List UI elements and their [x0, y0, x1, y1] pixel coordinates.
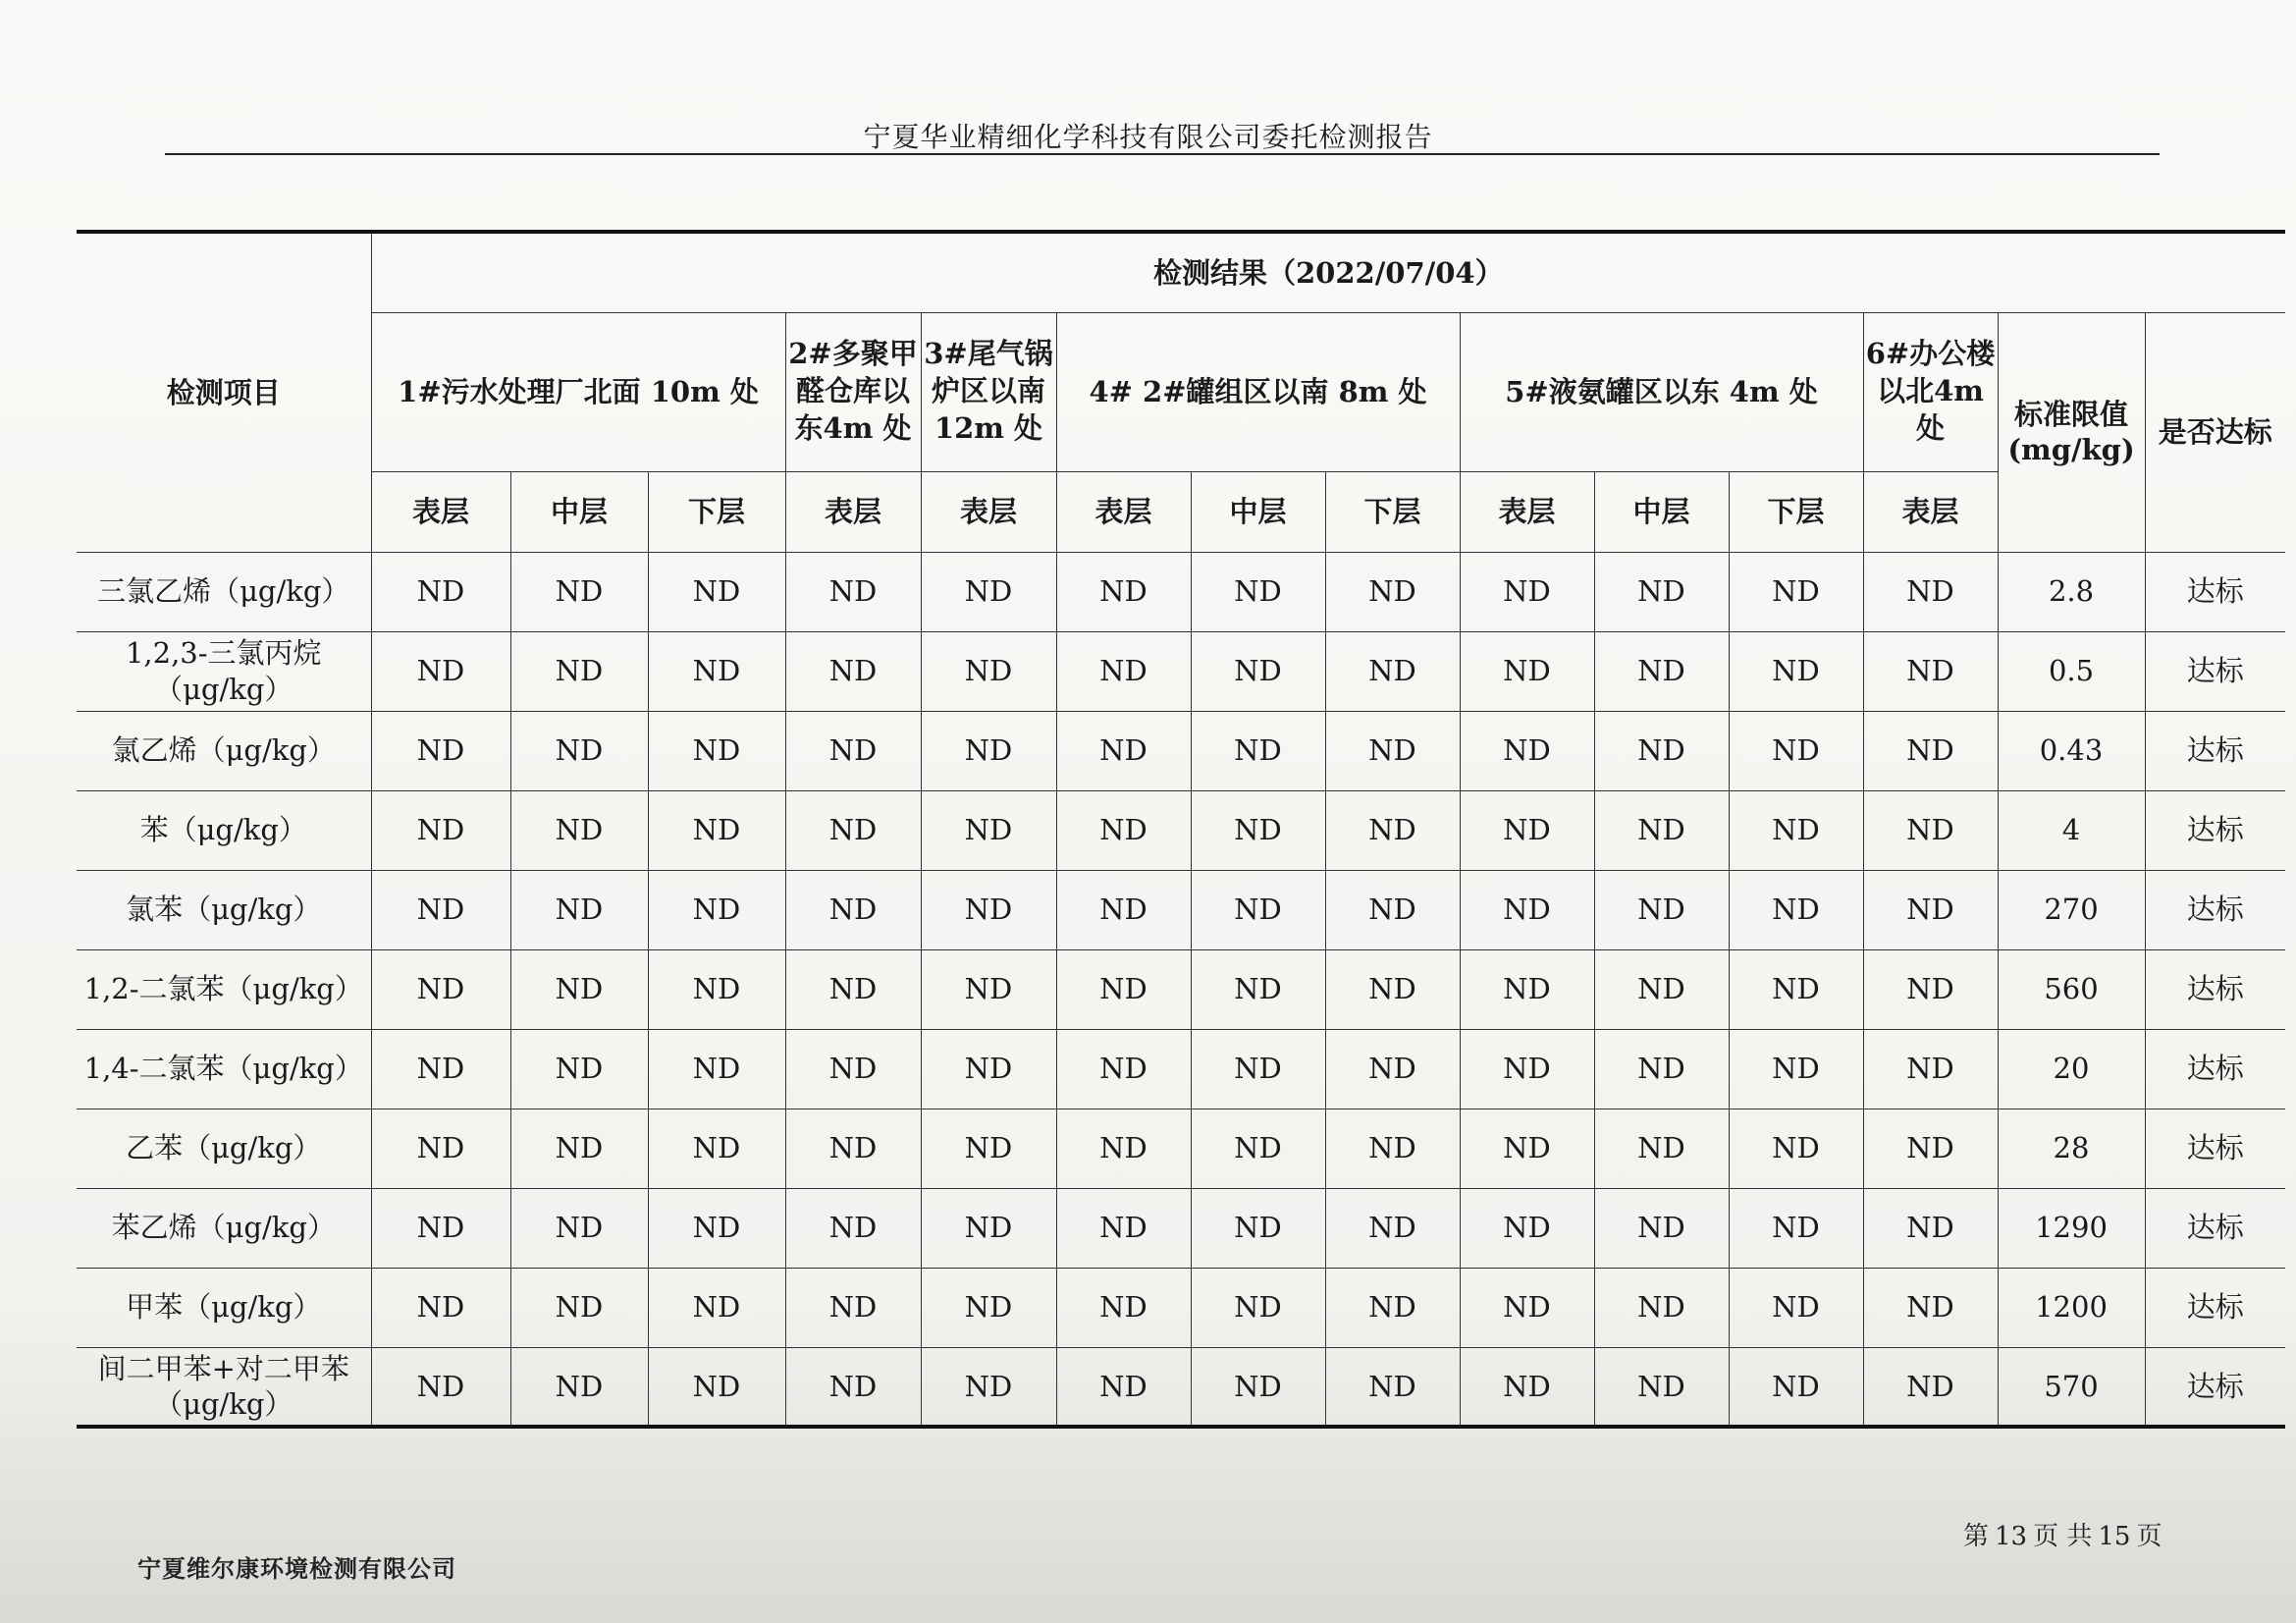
result-value-cell: ND [648, 949, 785, 1029]
conform-cell: 达标 [2145, 1109, 2285, 1188]
result-value-cell: ND [785, 631, 921, 711]
result-value-cell: ND [1325, 711, 1460, 790]
result-value-cell: ND [1863, 711, 1998, 790]
result-value-cell: ND [921, 790, 1056, 870]
result-value-cell: ND [1056, 1109, 1191, 1188]
conform-cell: 达标 [2145, 870, 2285, 949]
layer-header: 表层 [1863, 471, 1998, 552]
result-value-cell: ND [921, 1188, 1056, 1268]
conform-cell: 达标 [2145, 1188, 2285, 1268]
layer-header: 下层 [1325, 471, 1460, 552]
result-value-cell: ND [510, 1347, 648, 1427]
result-value-cell: ND [648, 1109, 785, 1188]
result-value-cell: ND [648, 1268, 785, 1347]
table-row [77, 1347, 2285, 1427]
result-value-cell: ND [1191, 1268, 1325, 1347]
table-row [77, 631, 2285, 711]
result-value-cell: ND [1056, 790, 1191, 870]
result-value-cell: ND [648, 1347, 785, 1427]
conform-cell: 达标 [2145, 711, 2285, 790]
result-value-cell: ND [510, 631, 648, 711]
result-value-cell: ND [1594, 949, 1729, 1029]
result-value-cell: ND [371, 1109, 510, 1188]
result-value-cell: ND [1729, 631, 1863, 711]
table-row [77, 1268, 2285, 1347]
result-value-cell: ND [1056, 552, 1191, 631]
result-value-cell: ND [648, 1188, 785, 1268]
result-value-cell: ND [1863, 1268, 1998, 1347]
limit-value-cell: 28 [1998, 1109, 2145, 1188]
result-value-cell: ND [1191, 711, 1325, 790]
result-value-cell: ND [1191, 1188, 1325, 1268]
table-row [77, 870, 2285, 949]
page-number [1963, 1516, 2162, 1552]
item-name-cell: 甲苯（μg/kg） [77, 1268, 371, 1347]
limit-value-cell: 1290 [1998, 1188, 2145, 1268]
result-value-cell: ND [785, 870, 921, 949]
result-value-cell: ND [1325, 552, 1460, 631]
item-column-header: 检测项目 [77, 232, 371, 552]
result-value-cell: ND [371, 1029, 510, 1109]
result-value-cell: ND [1325, 1109, 1460, 1188]
layer-header: 表层 [921, 471, 1056, 552]
layer-header: 下层 [1729, 471, 1863, 552]
result-value-cell: ND [1863, 1188, 1998, 1268]
result-value-cell: ND [1594, 790, 1729, 870]
result-value-cell: ND [371, 631, 510, 711]
result-value-cell: ND [1325, 949, 1460, 1029]
item-name-cell: 1,4-二氯苯（μg/kg） [77, 1029, 371, 1109]
result-value-cell: ND [510, 1109, 648, 1188]
layer-header: 表层 [371, 471, 510, 552]
result-value-cell: ND [1325, 1188, 1460, 1268]
results-table [77, 230, 2285, 1429]
result-value-cell: ND [371, 949, 510, 1029]
result-value-cell: ND [1863, 870, 1998, 949]
result-value-cell: ND [1594, 1029, 1729, 1109]
result-value-cell: ND [1594, 1268, 1729, 1347]
site-header-2: 2#多聚甲醛仓库以东4m 处 [785, 312, 921, 471]
result-value-cell: ND [371, 1188, 510, 1268]
result-value-cell: ND [1325, 870, 1460, 949]
report-header-title: 宁夏华业精细化学科技有限公司委托检测报告 [863, 121, 1433, 153]
result-value-cell: ND [510, 1268, 648, 1347]
result-value-cell: ND [785, 1268, 921, 1347]
layer-header: 表层 [1460, 471, 1594, 552]
result-value-cell: ND [371, 552, 510, 631]
page-total: 15 [2098, 1522, 2131, 1551]
limit-value-cell: 570 [1998, 1347, 2145, 1427]
result-value-cell: ND [1729, 552, 1863, 631]
item-name-cell: 苯乙烯（μg/kg） [77, 1188, 371, 1268]
result-value-cell: ND [648, 790, 785, 870]
result-value-cell: ND [1056, 870, 1191, 949]
result-value-cell: ND [510, 870, 648, 949]
item-name-cell: 氯乙烯（μg/kg） [77, 711, 371, 790]
result-value-cell: ND [1594, 870, 1729, 949]
conform-cell: 达标 [2145, 1029, 2285, 1109]
layer-header: 下层 [648, 471, 785, 552]
result-value-cell: ND [1460, 1029, 1594, 1109]
result-value-cell: ND [510, 711, 648, 790]
result-value-cell: ND [1191, 552, 1325, 631]
result-value-cell: ND [648, 870, 785, 949]
result-value-cell: ND [1594, 711, 1729, 790]
limit-value-cell: 2.8 [1998, 552, 2145, 631]
result-value-cell: ND [1056, 949, 1191, 1029]
result-value-cell: ND [1056, 631, 1191, 711]
item-name-cell: 间二甲苯+对二甲苯（μg/kg） [77, 1347, 371, 1427]
result-value-cell: ND [921, 631, 1056, 711]
result-value-cell: ND [648, 552, 785, 631]
item-name-cell: 乙苯（μg/kg） [77, 1109, 371, 1188]
result-value-cell: ND [1729, 870, 1863, 949]
result-value-cell: ND [1729, 1188, 1863, 1268]
result-value-cell: ND [1460, 552, 1594, 631]
limit-value-cell: 270 [1998, 870, 2145, 949]
result-value-cell: ND [785, 1347, 921, 1427]
result-value-cell: ND [785, 1109, 921, 1188]
result-value-cell: ND [1594, 1109, 1729, 1188]
result-value-cell: ND [921, 1029, 1056, 1109]
result-value-cell: ND [648, 711, 785, 790]
site-header-4: 4# 2#罐组区以南 8m 处 [1056, 312, 1460, 471]
limit-value-cell: 0.5 [1998, 631, 2145, 711]
result-value-cell: ND [1056, 1347, 1191, 1427]
result-value-cell: ND [648, 631, 785, 711]
result-value-cell: ND [371, 790, 510, 870]
result-value-cell: ND [921, 870, 1056, 949]
result-value-cell: ND [1729, 711, 1863, 790]
table-row [77, 949, 2285, 1029]
result-value-cell: ND [1729, 1347, 1863, 1427]
conform-cell: 达标 [2145, 631, 2285, 711]
layer-header: 表层 [785, 471, 921, 552]
result-value-cell: ND [371, 711, 510, 790]
result-value-cell: ND [1729, 1029, 1863, 1109]
conform-cell: 达标 [2145, 1268, 2285, 1347]
result-value-cell: ND [1460, 870, 1594, 949]
limit-value-cell: 1200 [1998, 1268, 2145, 1347]
result-value-cell: ND [1325, 631, 1460, 711]
result-value-cell: ND [1594, 631, 1729, 711]
result-value-cell: ND [1191, 870, 1325, 949]
result-value-cell: ND [785, 1188, 921, 1268]
result-value-cell: ND [921, 1268, 1056, 1347]
limit-value-cell: 4 [1998, 790, 2145, 870]
result-value-cell: ND [1460, 711, 1594, 790]
result-value-cell: ND [371, 870, 510, 949]
limit-value-cell: 560 [1998, 949, 2145, 1029]
result-value-cell: ND [510, 1029, 648, 1109]
result-value-cell: ND [1191, 1029, 1325, 1109]
page-suffix: 页 [2136, 1522, 2163, 1551]
result-value-cell: ND [1460, 790, 1594, 870]
result-value-cell: ND [1460, 1188, 1594, 1268]
result-value-cell: ND [510, 552, 648, 631]
result-value-cell: ND [785, 1029, 921, 1109]
result-value-cell: ND [371, 1347, 510, 1427]
result-value-cell: ND [1325, 1268, 1460, 1347]
result-value-cell: ND [1594, 552, 1729, 631]
item-name-cell: 三氯乙烯（μg/kg） [77, 552, 371, 631]
result-value-cell: ND [785, 949, 921, 1029]
site-header-5: 5#液氨罐区以东 4m 处 [1460, 312, 1863, 471]
table-row [77, 1188, 2285, 1268]
layer-header: 表层 [1056, 471, 1191, 552]
site-header-1: 1#污水处理厂北面 10m 处 [371, 312, 785, 471]
site-header-3: 3#尾气锅炉区以南12m 处 [921, 312, 1056, 471]
layer-header: 中层 [510, 471, 648, 552]
result-value-cell: ND [921, 552, 1056, 631]
conform-cell: 达标 [2145, 1347, 2285, 1427]
header-divider [165, 153, 2160, 155]
conform-cell: 达标 [2145, 790, 2285, 870]
result-value-cell: ND [1729, 949, 1863, 1029]
result-value-cell: ND [1460, 1109, 1594, 1188]
footer-company-name: 宁夏维尔康环境检测有限公司 [137, 1554, 456, 1583]
result-value-cell: ND [1863, 1029, 1998, 1109]
result-value-cell: ND [1863, 790, 1998, 870]
result-value-cell: ND [921, 711, 1056, 790]
result-value-cell: ND [1056, 1268, 1191, 1347]
result-value-cell: ND [1325, 790, 1460, 870]
result-value-cell: ND [1191, 1347, 1325, 1427]
result-value-cell: ND [1191, 1109, 1325, 1188]
limit-column-header: 标准限值(mg/kg) [1998, 312, 2145, 552]
result-value-cell: ND [1863, 949, 1998, 1029]
limit-value-cell: 0.43 [1998, 711, 2145, 790]
result-value-cell: ND [1594, 1347, 1729, 1427]
result-value-cell: ND [921, 1347, 1056, 1427]
result-value-cell: ND [1191, 790, 1325, 870]
result-value-cell: ND [1863, 631, 1998, 711]
result-value-cell: ND [1460, 631, 1594, 711]
item-name-cell: 1,2-二氯苯（μg/kg） [77, 949, 371, 1029]
result-value-cell: ND [371, 1268, 510, 1347]
item-name-cell: 氯苯（μg/kg） [77, 870, 371, 949]
result-value-cell: ND [785, 711, 921, 790]
result-value-cell: ND [1863, 552, 1998, 631]
result-value-cell: ND [1056, 711, 1191, 790]
site-header-6: 6#办公楼以北4m 处 [1863, 312, 1998, 471]
result-value-cell: ND [1460, 1268, 1594, 1347]
result-value-cell: ND [1460, 1347, 1594, 1427]
table-row [77, 1109, 2285, 1188]
result-value-cell: ND [1191, 949, 1325, 1029]
item-name-cell: 苯（μg/kg） [77, 790, 371, 870]
result-value-cell: ND [1729, 1109, 1863, 1188]
layer-header: 中层 [1191, 471, 1325, 552]
result-value-cell: ND [1056, 1188, 1191, 1268]
result-value-cell: ND [1325, 1029, 1460, 1109]
result-value-cell: ND [510, 949, 648, 1029]
page-middle: 页 共 [2033, 1522, 2093, 1551]
layer-header: 中层 [1594, 471, 1729, 552]
result-value-cell: ND [1729, 790, 1863, 870]
result-value-cell: ND [510, 1188, 648, 1268]
result-value-cell: ND [1729, 1268, 1863, 1347]
conform-cell: 达标 [2145, 949, 2285, 1029]
result-value-cell: ND [1460, 949, 1594, 1029]
result-value-cell: ND [921, 1109, 1056, 1188]
result-value-cell: ND [785, 552, 921, 631]
page-prefix: 第 [1963, 1522, 1990, 1551]
result-value-cell: ND [1191, 631, 1325, 711]
result-value-cell: ND [1863, 1109, 1998, 1188]
result-value-cell: ND [1325, 1347, 1460, 1427]
item-name-cell: 1,2,3-三氯丙烷（μg/kg） [77, 631, 371, 711]
result-value-cell: ND [510, 790, 648, 870]
result-value-cell: ND [785, 790, 921, 870]
conform-cell: 达标 [2145, 552, 2285, 631]
result-value-cell: ND [648, 1029, 785, 1109]
result-value-cell: ND [1594, 1188, 1729, 1268]
result-value-cell: ND [1863, 1347, 1998, 1427]
result-value-cell: ND [1056, 1029, 1191, 1109]
result-value-cell: ND [921, 949, 1056, 1029]
table-row [77, 711, 2285, 790]
conform-column-header: 是否达标 [2145, 312, 2285, 552]
table-row [77, 1029, 2285, 1109]
table-row [77, 552, 2285, 631]
result-date-header: 检测结果（2022/07/04） [371, 232, 2285, 312]
page-current: 13 [1995, 1522, 2028, 1551]
table-row [77, 790, 2285, 870]
limit-value-cell: 20 [1998, 1029, 2145, 1109]
